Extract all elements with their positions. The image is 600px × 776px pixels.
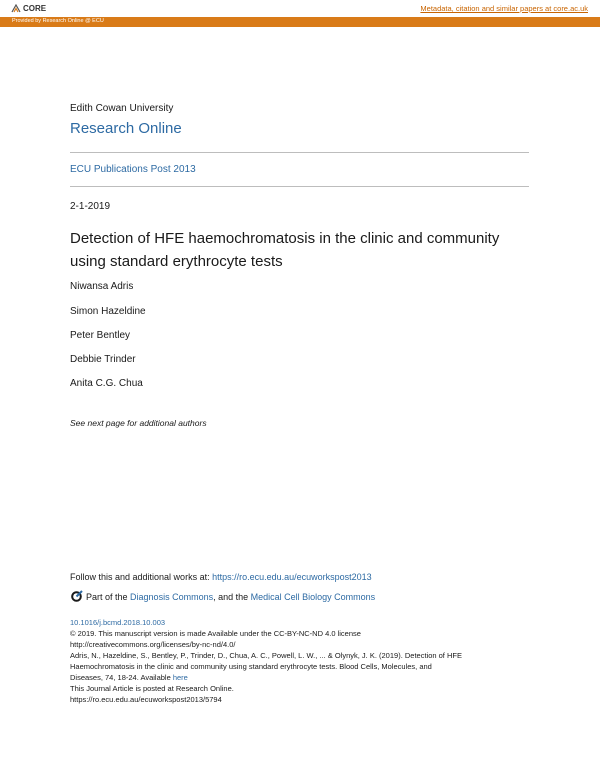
author-name: Simon Hazeldine [70, 306, 146, 317]
citation-line-2: Haemochromatosis in the clinic and community using standard erythrocyte tests. Blood Cells, Molecules, and [70, 662, 432, 671]
core-metadata-link[interactable]: Metadata, citation and similar papers at core.ac.uk [420, 4, 588, 13]
core-logo-icon [11, 4, 21, 13]
bepress-commons-icon [70, 590, 83, 603]
see-next-page-note: See next page for additional authors [70, 418, 207, 428]
follow-url-link[interactable]: https://ro.ecu.edu.au/ecuworkspost2013 [212, 572, 372, 582]
author-name: Debbie Trinder [70, 354, 136, 365]
article-title [70, 227, 540, 273]
university-name: Edith Cowan University [70, 103, 174, 114]
posted-statement: This Journal Article is posted at Research Online. [70, 684, 234, 693]
provided-by-bar [0, 17, 600, 27]
divider-bottom [70, 186, 529, 187]
follow-prefix: Follow this and additional works at: [70, 572, 213, 582]
citation-line-3-text: Diseases, 74, 18-24. Available [70, 673, 173, 682]
license-url: http://creativecommons.org/licenses/by-nc-nd/4.0/ [70, 640, 236, 649]
citation-line-3 [70, 673, 188, 682]
part-of-line [70, 590, 375, 603]
article-title-line-1: Detection of HFE haemochromatosis in the clinic and community [70, 230, 500, 247]
publication-date: 2-1-2019 [70, 201, 111, 212]
diagnosis-commons-link[interactable]: Diagnosis Commons [130, 591, 214, 602]
repository-name[interactable]: Research Online [70, 120, 182, 137]
core-banner [0, 0, 600, 17]
article-title-line-2: using standard erythrocyte tests [70, 253, 283, 270]
author-name: Peter Bentley [70, 330, 131, 341]
core-logo[interactable] [11, 4, 46, 13]
follow-line [70, 572, 372, 582]
author-name: Niwansa Adris [70, 281, 134, 292]
record-url: https://ro.ecu.edu.au/ecuworkspost2013/5794 [70, 695, 222, 704]
doi-link[interactable]: 10.1016/j.bcmd.2018.10.003 [70, 618, 166, 627]
part-of-prefix: Part of the [86, 591, 128, 602]
core-logo-text: CORE [23, 4, 47, 13]
medical-cell-biology-commons-link[interactable]: Medical Cell Biology Commons [250, 591, 376, 602]
license-statement: © 2019. This manuscript version is made Available under the CC-BY-NC-ND 4.0 license [70, 629, 361, 638]
part-of-mid: , and the [213, 591, 249, 602]
collection-link[interactable]: ECU Publications Post 2013 [70, 164, 196, 175]
divider-top [70, 152, 529, 153]
author-name: Anita C.G. Chua [70, 378, 143, 389]
provided-by-text[interactable]: Provided by Research Online @ ECU [12, 18, 104, 24]
available-here-link[interactable]: here [172, 673, 188, 682]
citation-line-1: Adris, N., Hazeldine, S., Bentley, P., Trinder, D., Chua, A. C., Powell, L. W., ... & Olynyk, J. K. (2019). Detection of HFE [70, 651, 462, 660]
